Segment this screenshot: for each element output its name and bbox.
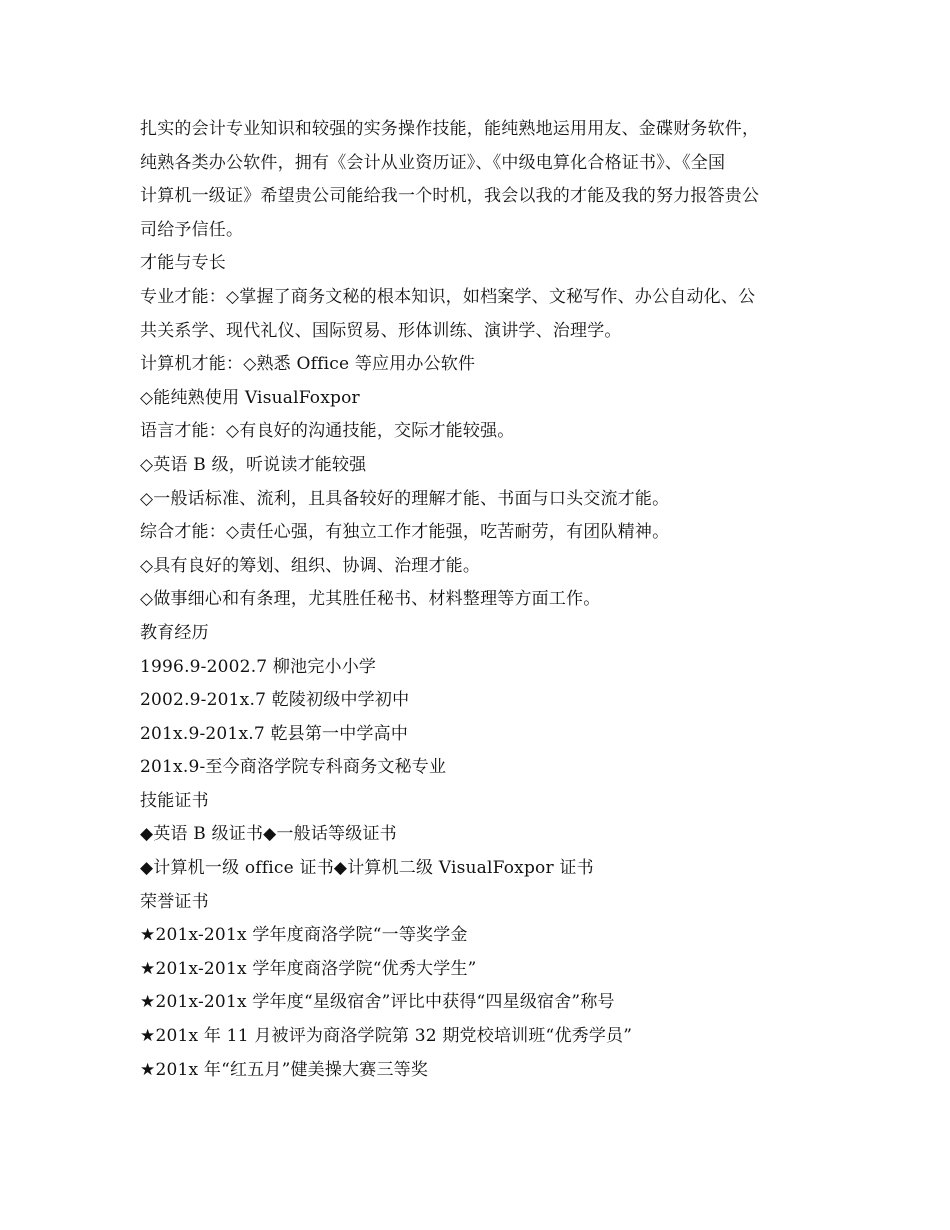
section-heading-certificates: 技能证书 bbox=[140, 790, 209, 811]
section-heading-honors: 荣誉证书 bbox=[140, 891, 209, 912]
text-line: 1996.9-2002.7 柳池完小小学 bbox=[140, 656, 377, 677]
text-line: ★201x 年“红五月”健美操大赛三等奖 bbox=[140, 1059, 429, 1080]
text-line: ◇英语 B 级，听说读才能较强 bbox=[140, 454, 367, 475]
text-line: ★201x-201x 学年度“星级宿舍”评比中获得“四星级宿舍”称号 bbox=[140, 992, 615, 1013]
text-line: ◇具有良好的筹划、组织、协调、治理才能。 bbox=[140, 555, 481, 576]
document-body bbox=[140, 113, 820, 1087]
text-line: 共关系学、现代礼仪、国际贸易、形体训练、演讲学、治理学。 bbox=[140, 320, 622, 341]
section-heading-education: 教育经历 bbox=[140, 622, 209, 643]
text-line: 司给予信任。 bbox=[140, 219, 244, 240]
text-line: 201x.9-至今商洛学院专科商务文秘专业 bbox=[140, 757, 447, 778]
text-line: ★201x-201x 学年度商洛学院“优秀大学生” bbox=[140, 958, 477, 979]
text-line: 计算机才能：◇熟悉 Office 等应用办公软件 bbox=[140, 354, 476, 375]
text-line: ◇一般话标准、流利，且具备较好的理解才能、书面与口头交流才能。 bbox=[140, 488, 670, 509]
text-line: 专业才能：◇掌握了商务文秘的根本知识，如档案学、文秘写作、办公自动化、公 bbox=[140, 286, 756, 307]
text-line: 2002.9-201x.7 乾陵初级中学初中 bbox=[140, 690, 410, 711]
text-line: 综合才能：◇责任心强，有独立工作才能强，吃苦耐劳，有团队精神。 bbox=[140, 522, 670, 543]
text-line: 语言才能：◇有良好的沟通技能，交际才能较强。 bbox=[140, 421, 515, 442]
text-line: ◆英语 B 级证书◆一般话等级证书 bbox=[140, 824, 397, 845]
text-line: 纯熟各类办公软件，拥有《会计从业资历证》、《中级电算化合格证书》、《全国 bbox=[140, 152, 726, 173]
text-line: 计算机一级证》希望贵公司能给我一个时机，我会以我的才能及我的努力报答贵公 bbox=[140, 186, 760, 207]
section-heading-skills: 才能与专长 bbox=[140, 253, 226, 274]
text-line: ◆计算机一级 office 证书◆计算机二级 VisualFoxpor 证书 bbox=[140, 858, 594, 879]
text-line: ★201x 年 11 月被评为商洛学院第 32 期党校培训班“优秀学员” bbox=[140, 1026, 633, 1047]
text-line: ◇做事细心和有条理，尤其胜任秘书、材料整理等方面工作。 bbox=[140, 589, 601, 610]
text-line: 201x.9-201x.7 乾县第一中学高中 bbox=[140, 723, 409, 744]
text-line: ★201x-201x 学年度商洛学院“一等奖学金 bbox=[140, 925, 468, 946]
text-line: ◇能纯熟使用 VisualFoxpor bbox=[140, 387, 360, 408]
text-line: 扎实的会计专业知识和较强的实务操作技能，能纯熟地运用用友、金碟财务软件， bbox=[140, 119, 760, 139]
